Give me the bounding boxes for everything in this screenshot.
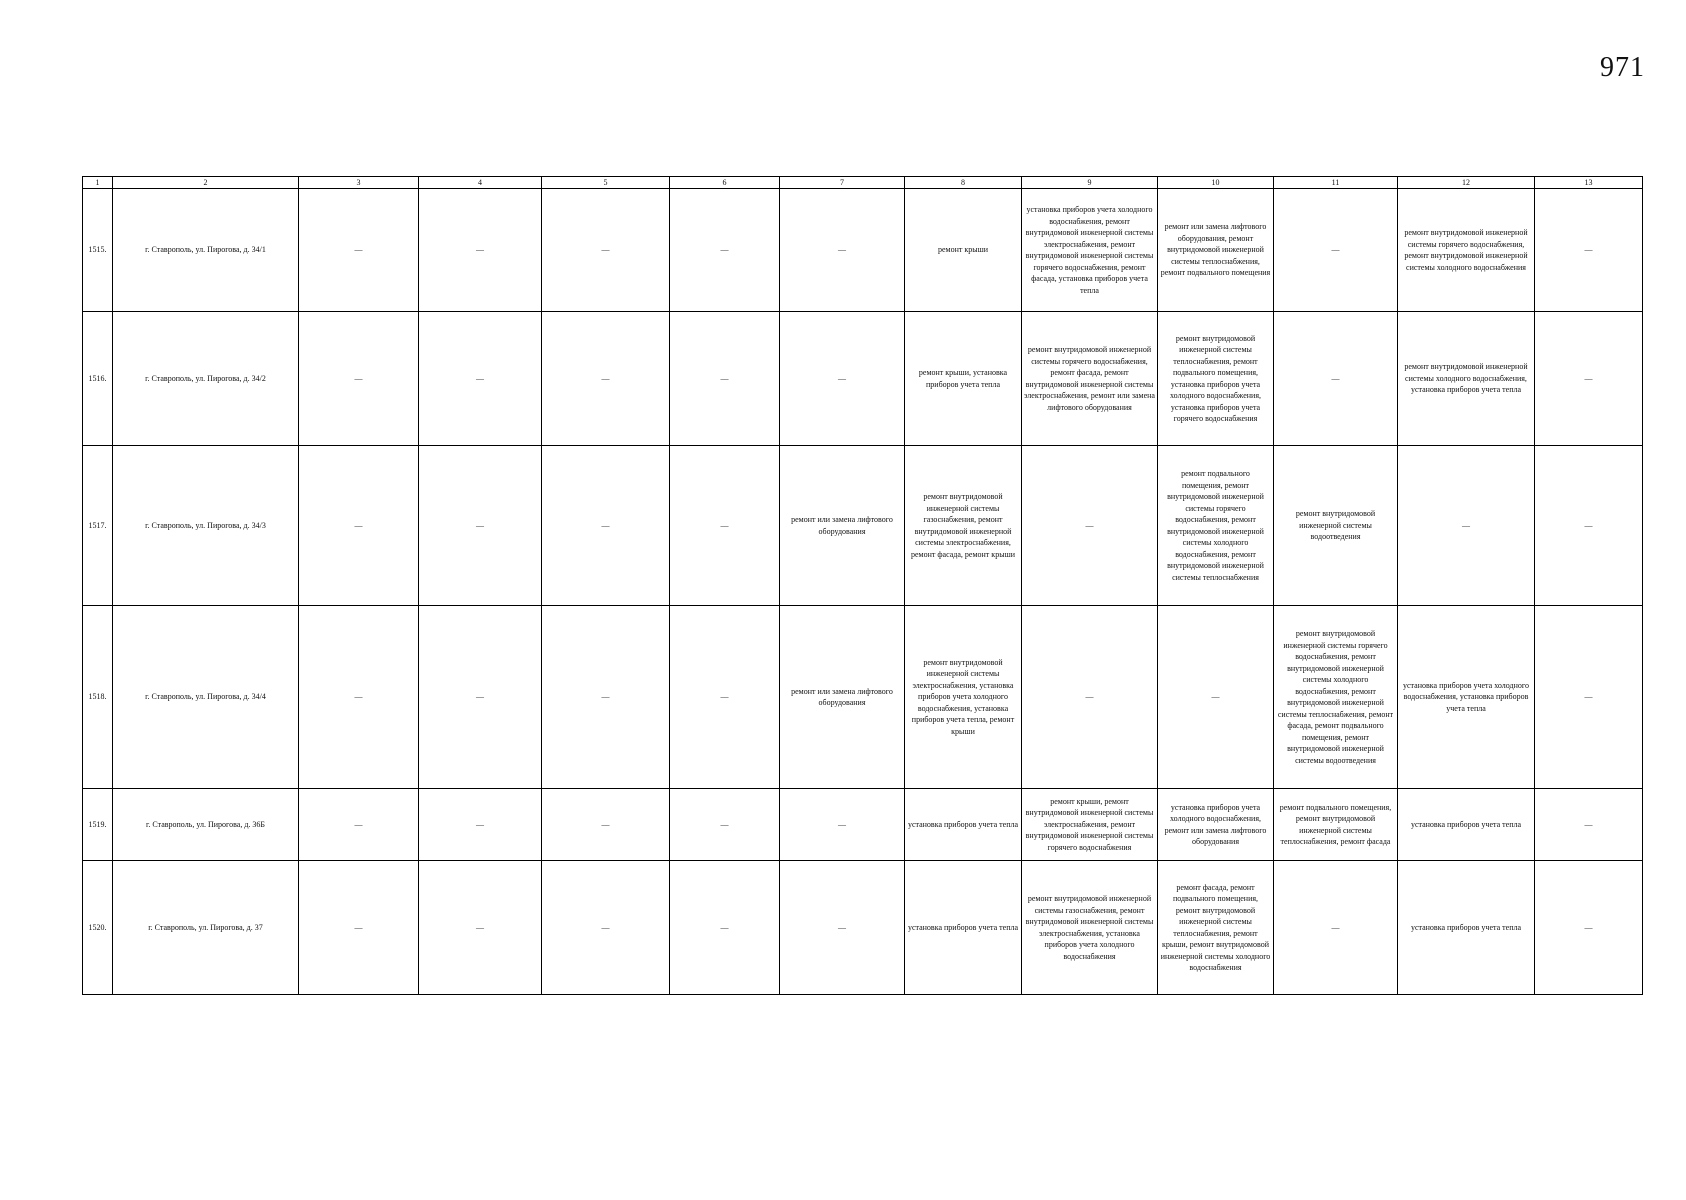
work-cell: — [419, 446, 542, 606]
column-header: 7 [780, 177, 905, 189]
page-number: 971 [1600, 52, 1645, 83]
work-cell: — [670, 446, 780, 606]
work-cell: — [542, 446, 670, 606]
work-cell: — [1158, 606, 1274, 789]
work-cell: — [1022, 446, 1158, 606]
column-header: 12 [1398, 177, 1535, 189]
work-cell: — [670, 189, 780, 312]
column-header: 8 [905, 177, 1022, 189]
address-cell: г. Ставрополь, ул. Пирогова, д. 34/2 [113, 312, 299, 446]
column-header: 3 [299, 177, 419, 189]
column-header: 5 [542, 177, 670, 189]
work-cell: — [299, 189, 419, 312]
work-cell: — [780, 189, 905, 312]
work-cell: ремонт крыши, ремонт внутридомовой инженерной системы электроснабжения, ремонт внутридомовой инженерной системы горячего водоснабжения [1022, 789, 1158, 861]
work-cell: ремонт внутридомовой инженерной системы горячего водоснабжения, ремонт фасада, ремонт внутридомовой инженерной системы электроснабжения, ремонт или замена лифтового оборудования [1022, 312, 1158, 446]
work-cell: — [419, 189, 542, 312]
work-cell: установка приборов учета тепла [905, 861, 1022, 995]
work-cell: ремонт подвального помещения, ремонт внутридомовой инженерной системы горячего водоснабжения, ремонт внутридомовой инженерной системы холодного водоснабжения, ремонт внутридомовой инженерной системы теплоснабжения [1158, 446, 1274, 606]
work-cell: — [670, 789, 780, 861]
column-header: 4 [419, 177, 542, 189]
column-header: 11 [1274, 177, 1398, 189]
address-cell: г. Ставрополь, ул. Пирогова, д. 37 [113, 861, 299, 995]
work-cell: — [1274, 189, 1398, 312]
table-row [83, 312, 1643, 446]
work-cell: — [780, 861, 905, 995]
work-cell: ремонт внутридомовой инженерной системы газоснабжения, ремонт внутридомовой инженерной системы электроснабжения, ремонт фасада, ремонт крыши [905, 446, 1022, 606]
work-cell: — [1022, 606, 1158, 789]
work-cell: ремонт или замена лифтового оборудования [780, 446, 905, 606]
work-cell: — [419, 789, 542, 861]
column-header: 9 [1022, 177, 1158, 189]
column-header: 10 [1158, 177, 1274, 189]
work-cell: — [542, 789, 670, 861]
column-header: 6 [670, 177, 780, 189]
work-cell: — [542, 189, 670, 312]
work-cell: ремонт крыши, установка приборов учета тепла [905, 312, 1022, 446]
work-cell: — [670, 861, 780, 995]
work-cell: ремонт или замена лифтового оборудования, ремонт внутридомовой инженерной системы теплоснабжения, ремонт подвального помещения [1158, 189, 1274, 312]
work-cell: — [670, 312, 780, 446]
table-row [83, 789, 1643, 861]
work-cell: ремонт внутридомовой инженерной системы теплоснабжения, ремонт подвального помещения, установка приборов учета холодного водоснабжения, установка приборов учета горячего водоснабжения [1158, 312, 1274, 446]
column-header: 2 [113, 177, 299, 189]
column-number-row [83, 177, 1643, 189]
work-cell: — [299, 861, 419, 995]
work-cell: — [1535, 312, 1643, 446]
work-cell: — [780, 789, 905, 861]
work-cell: установка приборов учета тепла [1398, 789, 1535, 861]
table-row [83, 861, 1643, 995]
work-cell: установка приборов учета холодного водоснабжения, ремонт внутридомовой инженерной системы электроснабжения, ремонт внутридомовой инженерной системы горячего водоснабжения, ремонт фасада, установка приборов учета тепла [1022, 189, 1158, 312]
address-cell: г. Ставрополь, ул. Пирогова, д. 34/4 [113, 606, 299, 789]
work-cell: ремонт подвального помещения, ремонт внутридомовой инженерной системы теплоснабжения, ремонт фасада [1274, 789, 1398, 861]
work-cell: ремонт внутридомовой инженерной системы холодного водоснабжения, установка приборов учета тепла [1398, 312, 1535, 446]
work-cell: — [1535, 446, 1643, 606]
work-cell: установка приборов учета тепла [1398, 861, 1535, 995]
work-cell: ремонт внутридомовой инженерной системы газоснабжения, ремонт внутридомовой инженерной системы электроснабжения, установка приборов учета холодного водоснабжения [1022, 861, 1158, 995]
work-cell: — [299, 606, 419, 789]
address-cell: г. Ставрополь, ул. Пирогова, д. 34/1 [113, 189, 299, 312]
address-cell: г. Ставрополь, ул. Пирогова, д. 36Б [113, 789, 299, 861]
work-cell: ремонт фасада, ремонт подвального помещения, ремонт внутридомовой инженерной системы теплоснабжения, ремонт крыши, ремонт внутридомовой инженерной системы холодного водоснабжения [1158, 861, 1274, 995]
work-cell: — [542, 606, 670, 789]
work-cell: — [1535, 789, 1643, 861]
work-cell: — [299, 789, 419, 861]
work-cell: ремонт внутридомовой инженерной системы электроснабжения, установка приборов учета холодного водоснабжения, установка приборов учета тепла, ремонт крыши [905, 606, 1022, 789]
row-number: 1518. [83, 606, 113, 789]
address-cell: г. Ставрополь, ул. Пирогова, д. 34/3 [113, 446, 299, 606]
work-cell: — [419, 312, 542, 446]
row-number: 1519. [83, 789, 113, 861]
work-cell: — [419, 861, 542, 995]
column-header: 1 [83, 177, 113, 189]
row-number: 1517. [83, 446, 113, 606]
table-row [83, 189, 1643, 312]
work-cell: ремонт внутридомовой инженерной системы горячего водоснабжения, ремонт внутридомовой инженерной системы холодного водоснабжения, ремонт внутридомовой инженерной системы теплоснабжения, ремонт фасада, ремонт подвального помещения, ремонт внутридомовой инженерной системы водоотведения [1274, 606, 1398, 789]
row-number: 1520. [83, 861, 113, 995]
work-cell: ремонт внутридомовой инженерной системы водоотведения [1274, 446, 1398, 606]
work-cell: — [299, 312, 419, 446]
work-cell: установка приборов учета тепла [905, 789, 1022, 861]
work-cell: — [1274, 312, 1398, 446]
work-cell: — [542, 312, 670, 446]
work-cell: установка приборов учета холодного водоснабжения, ремонт или замена лифтового оборудования [1158, 789, 1274, 861]
table-row [83, 446, 1643, 606]
work-cell: — [1535, 606, 1643, 789]
row-number: 1516. [83, 312, 113, 446]
work-cell: — [1274, 861, 1398, 995]
work-cell: — [670, 606, 780, 789]
work-cell: ремонт внутридомовой инженерной системы горячего водоснабжения, ремонт внутридомовой инженерной системы холодного водоснабжения [1398, 189, 1535, 312]
work-cell: — [1398, 446, 1535, 606]
column-header: 13 [1535, 177, 1643, 189]
work-cell: ремонт крыши [905, 189, 1022, 312]
work-cell: — [299, 446, 419, 606]
work-cell: — [1535, 189, 1643, 312]
work-cell: установка приборов учета холодного водоснабжения, установка приборов учета тепла [1398, 606, 1535, 789]
work-cell: — [780, 312, 905, 446]
table-row [83, 606, 1643, 789]
work-cell: — [419, 606, 542, 789]
row-number: 1515. [83, 189, 113, 312]
work-cell: — [1535, 861, 1643, 995]
repair-schedule-table [82, 176, 1643, 995]
work-cell: ремонт или замена лифтового оборудования [780, 606, 905, 789]
work-cell: — [542, 861, 670, 995]
